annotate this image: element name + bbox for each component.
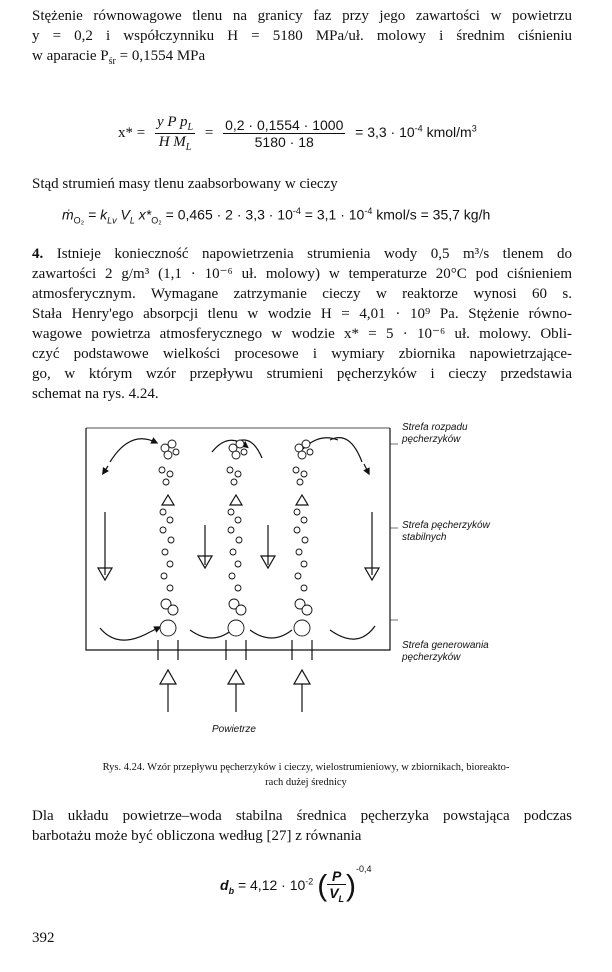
figure-caption: Rys. 4.24. Wzór przepływu pęcherzyków i cieczy, wielostrumieniowy, w zbiornikach, bioreakto- rach dużej średnicy: [102, 762, 510, 788]
text-line: y = 0,2 i współczynniku H = 5180 MPa/uł. molowy i średnim ciśnieniu: [32, 28, 572, 44]
text-line: w aparacie $P_{śr} = 0,1554$ MPa: [32, 48, 206, 67]
flow-arrow: [104, 466, 108, 472]
flow-arrow: [150, 628, 158, 632]
text-line: atmosferycznym. Wymagane zatrzymanie cieczy w reaktorze wynosi 60 s.: [32, 286, 572, 302]
text-line: Stężenie równowagowe tlenu na granicy faz przy jego zawartości w powietrzu: [32, 8, 572, 24]
paragraph-bubble-diameter: [32, 806, 572, 846]
equation-x-star: x* = $\frac{y P p_L}{H M_L}$ = $\frac{0,2 \cdot 0,1554 \cdot 1000}{5180 \cdot 18}$ = $3,3 \cdot 10^{-4}$ kmol/$m^3$: [118, 114, 477, 153]
paragraph-mass-flow: Stąd strumień masy tlenu zaabsorbowany w cieczy: [32, 176, 338, 192]
flow-arrow: [110, 439, 155, 462]
text-line: 4. Istnieje konieczność napowietrzenia strumienia wody 0,5 m³/s tlenem do: [32, 246, 572, 262]
text-line: czyć podstawowe wielkości procesowe i wymiary zbiornika napowietrzające-: [32, 346, 572, 362]
page-number: 392: [32, 930, 55, 946]
text-line: schemat na rys. 4.24.: [32, 386, 159, 402]
equation-mass-flow: ṁ$_{O_2}$ = $k_{Lv}$ $V_L$ $x*_{O_2} = 0,465 \cdot 2 \cdot 3,3 \cdot 10^{-4} = 3,1 \cdot 10^{-4}$ kmol/s = 35,7 kg/h: [62, 206, 491, 226]
flow-arrow: [364, 464, 368, 472]
label-zone-breakup: Strefa rozpadu pęcherzyków: [402, 422, 468, 445]
label-air: Powietrze: [212, 724, 256, 735]
flow-arrow: [330, 626, 375, 639]
text-line: zawartości 2 g/m³ (1,1 · 10⁻⁶ uł. molowy) w temperaturze 20°C pod ciśnieniem: [32, 266, 572, 282]
flow-arrow: [330, 438, 362, 462]
fraction: $\frac{P}{V_L}$: [329, 868, 345, 905]
label-zone-stable: Strefa pęcherzyków stabilnych: [402, 520, 490, 543]
flow-arrow: [100, 628, 150, 640]
up-arrow-head: [296, 495, 308, 505]
equation-bubble-diameter: $d_b = 4,12 \cdot 10^{-2}$ ( $\frac{P}{V_L}$ )$^{-0,4}$: [220, 864, 372, 905]
text-line: Dla układu powietrze–woda stabilna średnica pęcherzyka powstająca podczas: [32, 808, 572, 824]
text-line: go, w którym wzór przepływu strumieni pęcherzyków i cieczy przedstawia: [32, 366, 572, 382]
fraction: $\frac{0,2 \cdot 0,1554 \cdot 1000}{5180 \cdot 18}$: [225, 117, 344, 150]
bubble-columns: [159, 440, 313, 636]
label-zone-generation: Strefa generowania pęcherzyków: [402, 640, 489, 663]
flow-arrow: [190, 630, 232, 638]
up-arrow-head: [162, 495, 174, 505]
flow-arrow: [250, 630, 292, 638]
up-arrow-head: [230, 495, 242, 505]
air-inlet-arrows: [160, 670, 310, 712]
text-line: barbotażu może być obliczona według [27] z równania: [32, 828, 362, 844]
fraction: $\frac{y P p_L}{H M_L}$: [156, 114, 194, 153]
text-line: wagowe powietrza atmosferycznego w wodzie x* = 5 · 10⁻⁶ uł. molowy. Obli-: [32, 326, 572, 342]
text-line: Stała Henry'ego absorpcji tlenu w wodzie H = 4,01 · 10⁹ Pa. Stężenie równo-: [32, 306, 572, 322]
